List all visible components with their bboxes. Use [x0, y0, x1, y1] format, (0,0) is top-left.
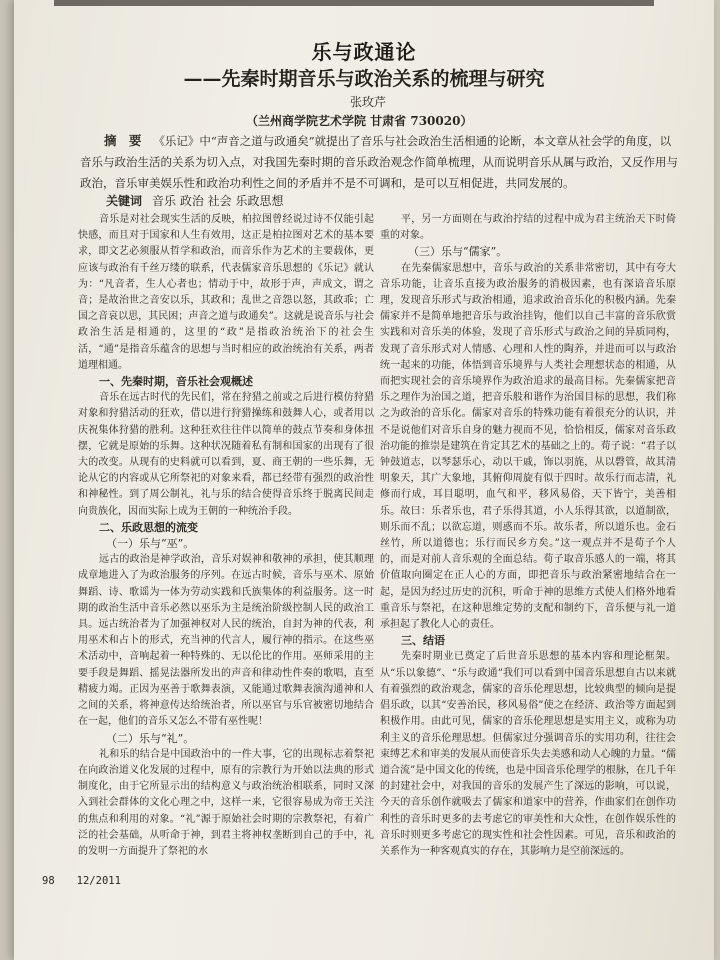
left-column: [78, 212, 374, 860]
abstract-text: 《乐记》中“声音之道与政通矣”就提出了音乐与社会政治生活相通的论断，本文章从社会学的角度，以音乐与政治生活的关系为切入点，对我国先秦时期的音乐政治观念作简单梳理，从而说明音乐从属与政治，又反作用与政治，音乐审美娱乐性和政治功利性之间的矛盾并不是不可调和，是可以互相促进，共同发展的。: [80, 134, 678, 190]
paragraph: 在先秦儒家思想中，音乐与政治的关系非常密切，其中有夸大音乐功能，让音乐直接为政治服务的消极因素，也有深谙音乐原理，发现音乐形式与政治相通，追求政治音乐化的积极内涵。先秦儒家并不是简单地把音乐与政治挂钩，他们以自己丰富的音乐欣赏实践和对音乐美的体验，发现了音乐形式与政治之间的异质同构，发现了音乐形式对人情感、心理和人性的陶养，并进而可以与政治统一起来的功能，体悟到音乐境界与人类社会理想状态的相通，从而把实现社会的音乐境界作为政治追求的最高目标。先秦儒家把音乐之理作为治国之道，把音乐般和谐作为治国目标的思想，我们称之为政治的音乐化。儒家对音乐的特殊功能有着很充分的认识，并不是说他们对音乐自身的魅力视而不见，恰恰相反，儒家对音乐政治功能的推崇是建筑在肯定其艺术的基础之上的。荀子说：“君子以钟鼓道志，以琴瑟乐心，动以干戚，饰以羽旄，从以磬管，故其清明象天，其广大象地，其俯仰周旋有似于四时。故乐行而志清，礼修而行成，耳目聪明，血气和平，移风易俗，天下皆宁，美善相乐。故曰：乐者乐也，君子乐得其道，小人乐得其欲，以道制欲，则乐而不乱；以欲忘道，则惑而不乐。故乐者，所以道乐也。金石丝竹，所以道德也；乐行而民乡方矣。”这一观点并不是荀子个人的，而是对前人音乐观的全面总结。荀子取音乐感人的一端，将其价值取向圈定在正人心的方面，即把音乐与政治紧密地结合在一起，是因为经过历史的沉积，听命于神的思维方式使人们格外地看重音乐与祭祀，在这种思维定势的支配和制约下，音乐便与礼一道承担起了教化人心的责任。: [380, 262, 676, 631]
keywords: [106, 192, 283, 209]
journal-page: [14, 0, 714, 960]
keywords-label: 关键词: [106, 194, 143, 208]
article-title: 乐与政通论: [311, 40, 417, 64]
abstract-label: 摘 要: [104, 133, 146, 148]
page-number: 98: [42, 875, 55, 887]
paragraph: 远古的政治是神学政治，音乐对娱神和敬神的承担，使其顺理成章地进入了为政治服务的序列。在远古时候，音乐与巫术、原始舞蹈、诗、歌谣为一体为劳动实践和氏族集体的利益服务。这一时期的政治生活中音乐必然以巫乐为主是统治阶级控制人民的政治工具。远古统治者为了加强神权对人民的统治，自封为神的代表，利用巫术和占卜的形式，充当神的代言人，履行神的指示。在这些巫术活动中，音响起着一种特殊的、无以伦比的作用。巫师采用的主要手段是舞蹈、摇晃法器所发出的声音和律动性件奏的歌唱，直至精疲力竭。正因为巫善于歌舞表演，又能通过歌舞表演沟通神和人之间的关系，将神意传达给统治者，所以巫官与乐官被密切地结合在一起，他们的音乐又怎么不带有巫性呢！: [78, 554, 374, 728]
page-footer: [42, 875, 143, 887]
author-name: 张玫芹: [350, 95, 387, 109]
right-column: [380, 212, 676, 860]
section-heading: （二）乐与“礼”。: [106, 731, 195, 745]
section-heading: （三）乐与“儒家”。: [408, 245, 508, 259]
paragraph: 礼和乐的结合是中国政治中的一件大事，它的出现标志着祭祀在向政治道义化发展的过程中，原有的宗教行为开始以法典的形式制度化，由于它所显示出的结构意义与政治统治相联系，同时又深入到社会群体的文化心理之中，这样一来，它很容易成为帝王关注的焦点和利用的对象。“礼”源于原始社会时期的宗教祭祀，有着广泛的社会基础，从听命于神，到君主将神权垄断到自己的手中，礼的发明一方面提升了祭祀的水: [78, 748, 374, 857]
author-affiliation: （兰州商学院艺术学院 甘肃省 730020）: [246, 114, 473, 128]
article-subtitle: ——先秦时期音乐与政治关系的梳理与研究: [183, 68, 545, 90]
paragraph: 音乐是对社会现实生活的反映，柏拉图曾经说过诗不仅能引起快感，而且对于国家和人生有效用，这正是柏拉图对艺术的基本要求，即文艺必须服从哲学和政治，而音乐作为艺术的主要载体，更应该与政治有千丝万缕的联系，代表儒家音乐思想的《乐记》就认为：“凡音者，生人心者也；情动于中，故形于声，声成文，谓之音；是故治世之音安以乐，其政和；乱世之音怨以怒，其政乖；亡国之音哀以思，其民困；声音之道与政通矣”。这就是说音乐与社会政治生活是相通的，这里的“政”是指政治统治下的社会生活，“通”是指音乐蕴含的思想与当时相应的政治统治有关系，两者道理相通。: [78, 214, 374, 371]
paragraph: 音乐在远古时代的先民们，常在狩猎之前或之后进行模仿狩猎对象和狩猎活动的狂欢，借以进行狩猎操练和鼓舞人心，或者用以庆祝集体狩猎的胜利。这种狂欢往往伴以简单的鼓点节奏和身体扭摆，它就是原始的乐舞。这种状况随着私有制和国家的出现有了很大的改变。从现有的史料就可以看到，夏、商王朝的一些乐舞，无论从它的内容或从它所祭祀的对象来看，都已经带有强烈的政治性和神秘性。到了周公制礼，礼与乐的结合使得音乐终于脱离民间走向贵族化，因而实际上成为王朝的一种统治手段。: [78, 392, 374, 517]
section-heading: 一、先秦时期，音乐社会观概述: [99, 375, 253, 389]
paragraph: 平，另一方面则在与政治拧结的过程中成为君主统治天下时倚重的对象。: [380, 214, 676, 242]
top-rule: [54, 0, 654, 6]
section-heading: （一）乐与“巫”。: [106, 537, 195, 551]
keywords-text: 音乐 政治 社会 乐政思想: [152, 194, 284, 208]
section-heading: 二、乐政思想的流变: [99, 520, 198, 534]
section-heading: 三、结语: [401, 634, 445, 648]
abstract: [80, 130, 680, 194]
issue-date: 12/2011: [76, 875, 121, 887]
paragraph: 先秦时期业已奠定了后世音乐思想的基本内容和理论框架。从“乐以象德”、“乐与政通”我们可以看到中国音乐思想自古以来就有着强烈的政治观念，儒家的音乐伦理思想，比较典型的倾向是提倡乐政，以其“安善治民，移风易俗”使之在经济、政治等方面起到积极作用。由此可见，儒家的音乐伦理思想是实用主义，或称为功利主义的音乐伦理思想。但儒家过分强调音乐的实用功利，往往会束缚艺术和审美的发展从而使音乐失去美感和动人心魄的力量。“儒道合流”是中国文化的传统，也是中国音乐伦理学的根脉，在几千年的封建社会中，对我国的音乐的发展产生了深远的影响，可以说，今天的音乐创作就吸去了儒家和道家中的营养，作曲家们在创作功利性的音乐时更多的去考虑它的审美性和大众性，在创作娱乐性的音乐时则更多考虑它的现实性和社会性因素。可见，音乐和政治的关系作为一种客观真实的存在，其影响力是空前深远的。: [380, 651, 676, 857]
